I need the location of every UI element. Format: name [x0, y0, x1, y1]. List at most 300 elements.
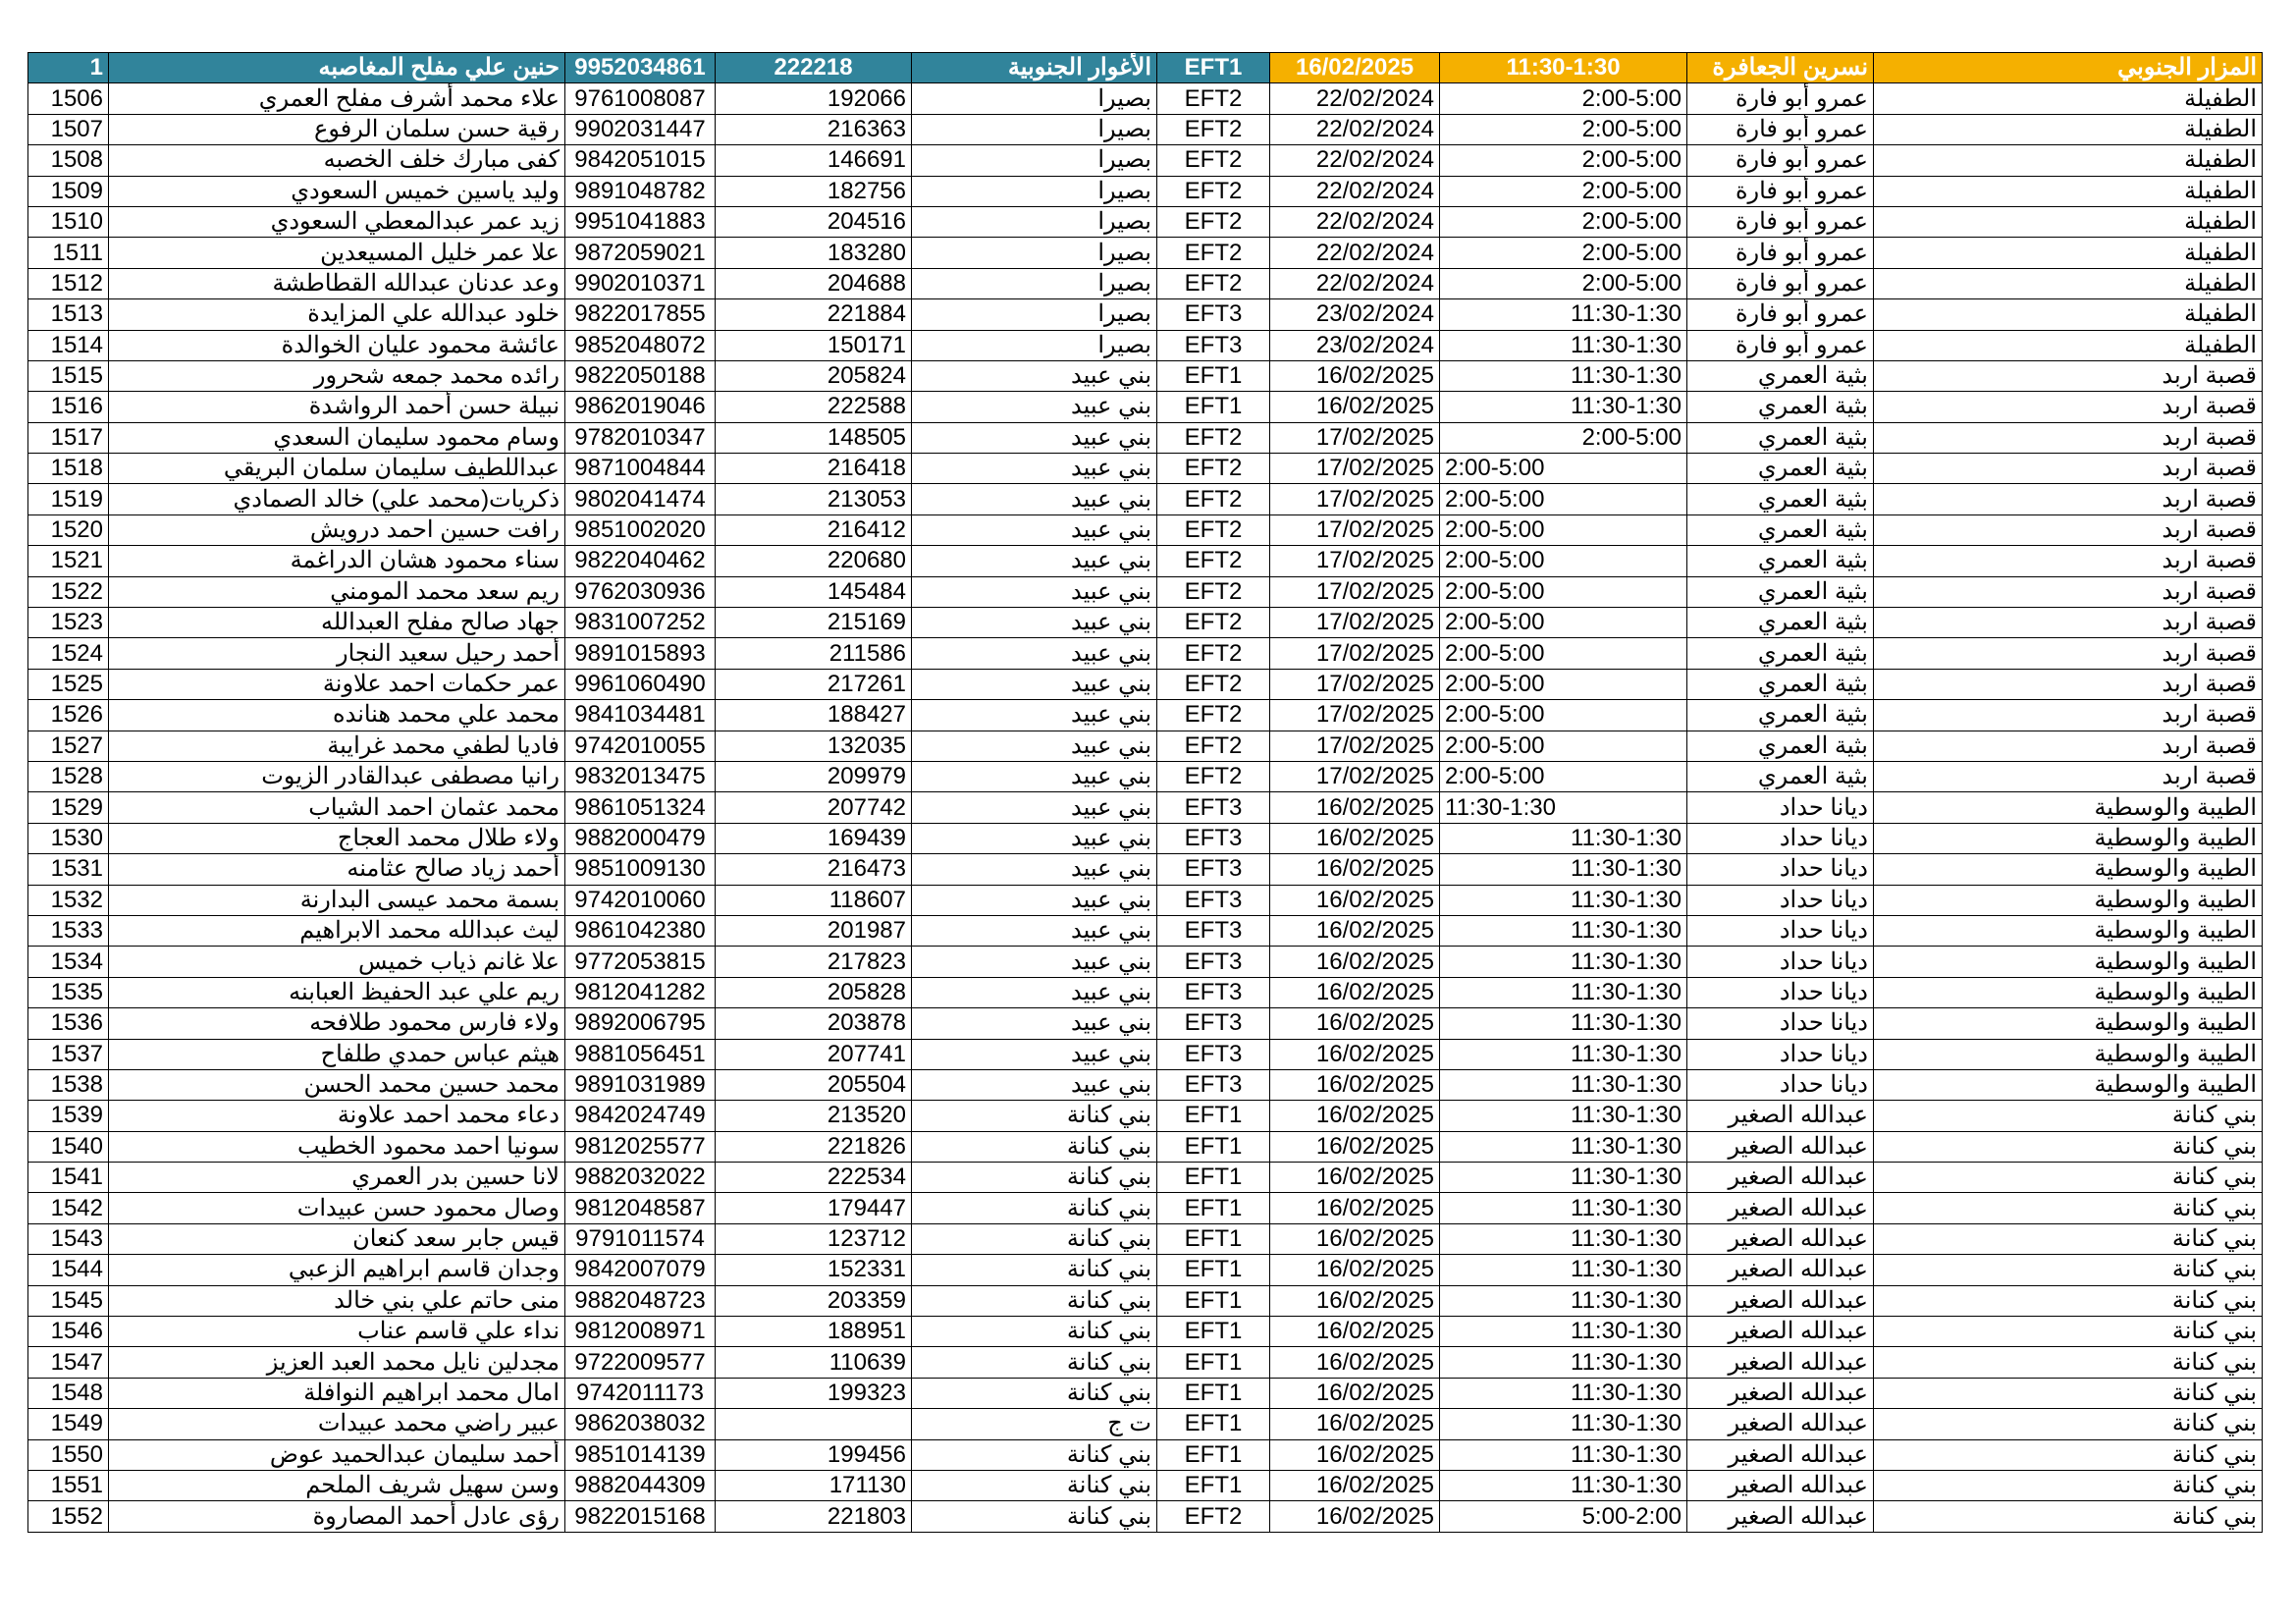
cell-time: 2:00-5:00 [1440, 268, 1687, 298]
cell-number: 123712 [716, 1223, 912, 1254]
cell-district: بني كنانة [912, 1285, 1157, 1316]
cell-national-id: 9891015893 [565, 638, 716, 669]
cell-exam: EFT2 [1157, 238, 1270, 268]
cell-name: عائشة محمود عليان الخوالدة [109, 330, 565, 360]
cell-seq: 1549 [28, 1409, 109, 1439]
cell-number: 204688 [716, 268, 912, 298]
table-row [28, 885, 2263, 915]
table-row [28, 669, 2263, 699]
cell-directorate: الطفيلة [1874, 238, 2263, 268]
cell-seq: 1546 [28, 1317, 109, 1347]
cell-name: فاديا لطفي محمد غرايبة [109, 731, 565, 761]
cell-number: 216473 [716, 854, 912, 885]
cell-national-id: 9882032022 [565, 1163, 716, 1193]
cell-district: بني كنانة [912, 1347, 1157, 1378]
cell-exam: EFT3 [1157, 854, 1270, 885]
table-row [28, 977, 2263, 1007]
table-row [28, 422, 2263, 453]
cell-exam: EFT1 [1157, 1378, 1270, 1408]
cell-date: 16/02/2025 [1270, 977, 1440, 1007]
table-row [28, 268, 2263, 298]
cell-number: 203359 [716, 1285, 912, 1316]
cell-national-id: 9812008971 [565, 1317, 716, 1347]
cell-directorate: الطفيلة [1874, 268, 2263, 298]
cell-district: بني عبيد [912, 669, 1157, 699]
cell-supervisor: ديانا حداد [1687, 947, 1874, 977]
cell-directorate: الطيبة والوسطية [1874, 1039, 2263, 1069]
cell-national-id: 9812041282 [565, 977, 716, 1007]
cell-supervisor: ديانا حداد [1687, 915, 1874, 946]
cell-supervisor: عبدالله الصغير [1687, 1223, 1874, 1254]
cell-national-id: 9881056451 [565, 1039, 716, 1069]
cell-district: بني كنانة [912, 1470, 1157, 1500]
cell-number: 216418 [716, 454, 912, 484]
header-supervisor: نسرين الجعافرة [1687, 53, 1874, 83]
cell-supervisor: عمرو أبو فارة [1687, 145, 1874, 176]
cell-district: بصيرا [912, 114, 1157, 144]
cell-exam: EFT3 [1157, 885, 1270, 915]
cell-name: عبداللطيف سليمان سلمان البريقي [109, 454, 565, 484]
cell-supervisor: بثية العمري [1687, 731, 1874, 761]
cell-seq: 1527 [28, 731, 109, 761]
cell-time: 11:30-1:30 [1440, 1193, 1687, 1223]
cell-national-id: 9882044309 [565, 1470, 716, 1500]
cell-national-id: 9742010060 [565, 885, 716, 915]
table-row [28, 145, 2263, 176]
cell-name: رؤى عادل أحمد المصاروة [109, 1501, 565, 1532]
cell-supervisor: عمرو أبو فارة [1687, 114, 1874, 144]
cell-date: 16/02/2025 [1270, 1470, 1440, 1500]
cell-directorate: الطفيلة [1874, 83, 2263, 114]
cell-number: 205824 [716, 360, 912, 391]
cell-supervisor: عمرو أبو فارة [1687, 238, 1874, 268]
cell-directorate: بني كنانة [1874, 1285, 2263, 1316]
cell-number: 188951 [716, 1317, 912, 1347]
cell-supervisor: عبدالله الصغير [1687, 1378, 1874, 1408]
cell-exam: EFT3 [1157, 1039, 1270, 1069]
header-district: الأغوار الجنوبية [912, 53, 1157, 83]
cell-exam: EFT2 [1157, 83, 1270, 114]
cell-district: بني عبيد [912, 454, 1157, 484]
cell-exam: EFT1 [1157, 1101, 1270, 1131]
cell-directorate: بني كنانة [1874, 1317, 2263, 1347]
cell-date: 22/02/2024 [1270, 83, 1440, 114]
cell-exam: EFT1 [1157, 1131, 1270, 1162]
cell-time: 11:30-1:30 [1440, 1378, 1687, 1408]
cell-national-id: 9761008087 [565, 83, 716, 114]
cell-date: 22/02/2024 [1270, 206, 1440, 237]
cell-date: 17/02/2025 [1270, 454, 1440, 484]
cell-date: 23/02/2024 [1270, 299, 1440, 330]
cell-number: 152331 [716, 1255, 912, 1285]
cell-national-id: 9842024749 [565, 1101, 716, 1131]
cell-date: 17/02/2025 [1270, 700, 1440, 731]
cell-seq: 1540 [28, 1131, 109, 1162]
cell-directorate: الطيبة والوسطية [1874, 854, 2263, 885]
cell-time: 11:30-1:30 [1440, 1223, 1687, 1254]
cell-national-id: 9822017855 [565, 299, 716, 330]
cell-time: 11:30-1:30 [1440, 1347, 1687, 1378]
cell-number: 199456 [716, 1439, 912, 1470]
cell-national-id: 9891048782 [565, 176, 716, 206]
table-row [28, 1378, 2263, 1408]
cell-date: 16/02/2025 [1270, 947, 1440, 977]
cell-seq: 1548 [28, 1378, 109, 1408]
cell-supervisor: بثية العمري [1687, 638, 1874, 669]
cell-number: 169439 [716, 823, 912, 853]
header-number: 222218 [716, 53, 912, 83]
cell-seq: 1551 [28, 1470, 109, 1500]
cell-date: 17/02/2025 [1270, 422, 1440, 453]
cell-national-id: 9891031989 [565, 1069, 716, 1100]
cell-exam: EFT1 [1157, 1223, 1270, 1254]
cell-time: 11:30-1:30 [1440, 1409, 1687, 1439]
cell-date: 16/02/2025 [1270, 1439, 1440, 1470]
cell-number: 221884 [716, 299, 912, 330]
cell-exam: EFT2 [1157, 268, 1270, 298]
cell-exam: EFT3 [1157, 1069, 1270, 1100]
cell-number: 222588 [716, 392, 912, 422]
cell-supervisor: بثية العمري [1687, 700, 1874, 731]
table-row [28, 1285, 2263, 1316]
cell-seq: 1534 [28, 947, 109, 977]
cell-exam: EFT1 [1157, 1255, 1270, 1285]
cell-name: محمد عثمان احمد الشياب [109, 792, 565, 823]
table-row [28, 360, 2263, 391]
cell-seq: 1531 [28, 854, 109, 885]
cell-date: 17/02/2025 [1270, 514, 1440, 545]
cell-time: 11:30-1:30 [1440, 360, 1687, 391]
cell-name: رافت حسين احمد درويش [109, 514, 565, 545]
cell-date: 22/02/2024 [1270, 176, 1440, 206]
cell-seq: 1528 [28, 761, 109, 791]
cell-time: 2:00-5:00 [1440, 761, 1687, 791]
cell-name: علا عمر خليل المسيعدين [109, 238, 565, 268]
cell-directorate: بني كنانة [1874, 1163, 2263, 1193]
cell-supervisor: عبدالله الصغير [1687, 1131, 1874, 1162]
cell-district: بني عبيد [912, 360, 1157, 391]
cell-seq: 1530 [28, 823, 109, 853]
cell-national-id: 9842051015 [565, 145, 716, 176]
cell-district: بني عبيد [912, 915, 1157, 946]
cell-time: 11:30-1:30 [1440, 1439, 1687, 1470]
cell-district: بني عبيد [912, 761, 1157, 791]
cell-district: بني كنانة [912, 1101, 1157, 1131]
cell-number: 201987 [716, 915, 912, 946]
cell-directorate: قصبة اربد [1874, 514, 2263, 545]
cell-exam: EFT2 [1157, 608, 1270, 638]
cell-district: بني عبيد [912, 1008, 1157, 1039]
cell-name: عمر حكمات احمد علاونة [109, 669, 565, 699]
cell-date: 17/02/2025 [1270, 731, 1440, 761]
cell-seq: 1509 [28, 176, 109, 206]
cell-date: 17/02/2025 [1270, 638, 1440, 669]
cell-number: 205828 [716, 977, 912, 1007]
cell-directorate: قصبة اربد [1874, 392, 2263, 422]
cell-supervisor: عبدالله الصغير [1687, 1285, 1874, 1316]
cell-seq: 1544 [28, 1255, 109, 1285]
cell-number: 192066 [716, 83, 912, 114]
cell-exam: EFT2 [1157, 638, 1270, 669]
cell-time: 2:00-5:00 [1440, 484, 1687, 514]
cell-seq: 1518 [28, 454, 109, 484]
cell-supervisor: عبدالله الصغير [1687, 1409, 1874, 1439]
cell-exam: EFT1 [1157, 1317, 1270, 1347]
cell-supervisor: بثية العمري [1687, 576, 1874, 607]
cell-date: 16/02/2025 [1270, 1008, 1440, 1039]
cell-seq: 1514 [28, 330, 109, 360]
table-row [28, 1223, 2263, 1254]
cell-supervisor: بثية العمري [1687, 514, 1874, 545]
cell-supervisor: عمرو أبو فارة [1687, 299, 1874, 330]
cell-supervisor: عمرو أبو فارة [1687, 176, 1874, 206]
table-row [28, 546, 2263, 576]
cell-directorate: الطفيلة [1874, 176, 2263, 206]
cell-national-id: 9742011173 [565, 1378, 716, 1408]
cell-date: 23/02/2024 [1270, 330, 1440, 360]
cell-supervisor: ديانا حداد [1687, 823, 1874, 853]
cell-exam: EFT2 [1157, 145, 1270, 176]
cell-number: 213520 [716, 1101, 912, 1131]
cell-date: 22/02/2024 [1270, 268, 1440, 298]
table-row [28, 1039, 2263, 1069]
table-row [28, 792, 2263, 823]
cell-name: امال محمد ابراهيم النوافلة [109, 1378, 565, 1408]
table-row [28, 761, 2263, 791]
cell-directorate: الطيبة والوسطية [1874, 915, 2263, 946]
cell-number: 217261 [716, 669, 912, 699]
cell-national-id: 9862019046 [565, 392, 716, 422]
cell-district: بصيرا [912, 83, 1157, 114]
cell-national-id: 9872059021 [565, 238, 716, 268]
table-row [28, 299, 2263, 330]
cell-time: 11:30-1:30 [1440, 1131, 1687, 1162]
header-directorate: المزار الجنوبي [1874, 53, 2263, 83]
cell-exam: EFT1 [1157, 392, 1270, 422]
cell-supervisor: عمرو أبو فارة [1687, 268, 1874, 298]
cell-time: 2:00-5:00 [1440, 114, 1687, 144]
cell-seq: 1521 [28, 546, 109, 576]
cell-national-id: 9831007252 [565, 608, 716, 638]
cell-directorate: قصبة اربد [1874, 731, 2263, 761]
cell-district: بني عبيد [912, 977, 1157, 1007]
cell-district: بني عبيد [912, 854, 1157, 885]
cell-number: 182756 [716, 176, 912, 206]
table-row [28, 1439, 2263, 1470]
cell-name: ريم سعد محمد المومني [109, 576, 565, 607]
cell-time: 11:30-1:30 [1440, 885, 1687, 915]
cell-exam: EFT3 [1157, 330, 1270, 360]
cell-exam: EFT3 [1157, 1008, 1270, 1039]
cell-time: 11:30-1:30 [1440, 947, 1687, 977]
cell-seq: 1536 [28, 1008, 109, 1039]
cell-national-id: 9841034481 [565, 700, 716, 731]
cell-number: 179447 [716, 1193, 912, 1223]
cell-date: 16/02/2025 [1270, 823, 1440, 853]
cell-national-id: 9961060490 [565, 669, 716, 699]
cell-number: 221826 [716, 1131, 912, 1162]
cell-name: نبيلة حسن أحمد الرواشدة [109, 392, 565, 422]
cell-time: 11:30-1:30 [1440, 299, 1687, 330]
cell-district: بصيرا [912, 176, 1157, 206]
cell-time: 2:00-5:00 [1440, 238, 1687, 268]
table-row [28, 206, 2263, 237]
table-row [28, 1163, 2263, 1193]
cell-name: نداء علي قاسم عناب [109, 1317, 565, 1347]
cell-national-id: 9882048723 [565, 1285, 716, 1316]
cell-directorate: قصبة اربد [1874, 638, 2263, 669]
cell-national-id: 9902010371 [565, 268, 716, 298]
cell-exam: EFT2 [1157, 422, 1270, 453]
cell-seq: 1525 [28, 669, 109, 699]
cell-directorate: بني كنانة [1874, 1378, 2263, 1408]
cell-time: 2:00-5:00 [1440, 546, 1687, 576]
header-date: 16/02/2025 [1270, 53, 1440, 83]
cell-time: 11:30-1:30 [1440, 1069, 1687, 1100]
cell-number: 110639 [716, 1347, 912, 1378]
cell-number: 207742 [716, 792, 912, 823]
cell-number: 150171 [716, 330, 912, 360]
cell-district: بصيرا [912, 299, 1157, 330]
cell-name: رانيا مصطفى عبدالقادر الزيوت [109, 761, 565, 791]
cell-district: بني عبيد [912, 1069, 1157, 1100]
cell-supervisor: ديانا حداد [1687, 1069, 1874, 1100]
cell-name: سناء محمود هشان الدراغمة [109, 546, 565, 576]
table-row [28, 1409, 2263, 1439]
cell-directorate: الطيبة والوسطية [1874, 947, 2263, 977]
table-row [28, 1255, 2263, 1285]
cell-time: 2:00-5:00 [1440, 454, 1687, 484]
cell-directorate: بني كنانة [1874, 1131, 2263, 1162]
cell-name: وسن سهيل شريف الملحم [109, 1470, 565, 1500]
cell-seq: 1520 [28, 514, 109, 545]
cell-date: 16/02/2025 [1270, 1163, 1440, 1193]
cell-time: 11:30-1:30 [1440, 1317, 1687, 1347]
cell-date: 22/02/2024 [1270, 114, 1440, 144]
cell-district: بني عبيد [912, 546, 1157, 576]
cell-time: 11:30-1:30 [1440, 854, 1687, 885]
cell-number: 171130 [716, 1470, 912, 1500]
cell-exam: EFT1 [1157, 360, 1270, 391]
cell-district: بني عبيد [912, 947, 1157, 977]
cell-district: ت ج [912, 1409, 1157, 1439]
cell-name: جهاد صالح مفلح العبدالله [109, 608, 565, 638]
cell-directorate: بني كنانة [1874, 1255, 2263, 1285]
cell-date: 16/02/2025 [1270, 1501, 1440, 1532]
cell-directorate: الطيبة والوسطية [1874, 792, 2263, 823]
cell-supervisor: ديانا حداد [1687, 854, 1874, 885]
cell-name: زيد عمر عبدالمعطي السعودي [109, 206, 565, 237]
cell-date: 16/02/2025 [1270, 1255, 1440, 1285]
table-row [28, 700, 2263, 731]
cell-number: 216363 [716, 114, 912, 144]
cell-exam: EFT2 [1157, 454, 1270, 484]
cell-exam: EFT1 [1157, 1193, 1270, 1223]
cell-time: 2:00-5:00 [1440, 145, 1687, 176]
cell-number: 222534 [716, 1163, 912, 1193]
table-row [28, 576, 2263, 607]
cell-time: 11:30-1:30 [1440, 915, 1687, 946]
cell-district: بني عبيد [912, 422, 1157, 453]
cell-date: 16/02/2025 [1270, 1347, 1440, 1378]
cell-national-id: 9822050188 [565, 360, 716, 391]
cell-exam: EFT1 [1157, 1163, 1270, 1193]
cell-seq: 1552 [28, 1501, 109, 1532]
cell-name: محمد حسين محمد الحسن [109, 1069, 565, 1100]
cell-exam: EFT2 [1157, 514, 1270, 545]
cell-directorate: الطيبة والوسطية [1874, 1008, 2263, 1039]
cell-supervisor: عبدالله الصغير [1687, 1347, 1874, 1378]
cell-national-id: 9882000479 [565, 823, 716, 853]
cell-number: 204516 [716, 206, 912, 237]
cell-national-id: 9892006795 [565, 1008, 716, 1039]
cell-directorate: الطيبة والوسطية [1874, 1069, 2263, 1100]
table-row [28, 947, 2263, 977]
cell-directorate: قصبة اربد [1874, 576, 2263, 607]
cell-date: 16/02/2025 [1270, 360, 1440, 391]
cell-exam: EFT3 [1157, 792, 1270, 823]
cell-directorate: الطفيلة [1874, 330, 2263, 360]
cell-name: أحمد سليمان عبدالحميد عوض [109, 1439, 565, 1470]
table-row [28, 454, 2263, 484]
cell-exam: EFT3 [1157, 299, 1270, 330]
cell-supervisor: عبدالله الصغير [1687, 1193, 1874, 1223]
cell-number: 199323 [716, 1378, 912, 1408]
cell-date: 16/02/2025 [1270, 854, 1440, 885]
table-row [28, 1193, 2263, 1223]
cell-supervisor: بثية العمري [1687, 422, 1874, 453]
cell-exam: EFT2 [1157, 576, 1270, 607]
cell-supervisor: ديانا حداد [1687, 1039, 1874, 1069]
cell-district: بني عبيد [912, 514, 1157, 545]
cell-date: 16/02/2025 [1270, 1069, 1440, 1100]
cell-supervisor: ديانا حداد [1687, 792, 1874, 823]
cell-district: بني عبيد [912, 700, 1157, 731]
cell-supervisor: عمرو أبو فارة [1687, 83, 1874, 114]
cell-date: 16/02/2025 [1270, 915, 1440, 946]
cell-supervisor: ديانا حداد [1687, 885, 1874, 915]
cell-directorate: الطيبة والوسطية [1874, 885, 2263, 915]
cell-exam: EFT1 [1157, 1347, 1270, 1378]
cell-number: 213053 [716, 484, 912, 514]
cell-supervisor: عمرو أبو فارة [1687, 206, 1874, 237]
cell-exam: EFT2 [1157, 114, 1270, 144]
cell-directorate: قصبة اربد [1874, 608, 2263, 638]
cell-district: بني كنانة [912, 1193, 1157, 1223]
cell-directorate: قصبة اربد [1874, 360, 2263, 391]
table-row [28, 1470, 2263, 1500]
cell-district: بني كنانة [912, 1378, 1157, 1408]
cell-seq: 1519 [28, 484, 109, 514]
cell-district: بني عبيد [912, 608, 1157, 638]
cell-number: 215169 [716, 608, 912, 638]
cell-time: 2:00-5:00 [1440, 700, 1687, 731]
cell-name: ليث عبدالله محمد الابراهيم [109, 915, 565, 946]
cell-seq: 1550 [28, 1439, 109, 1470]
cell-supervisor: بثية العمري [1687, 546, 1874, 576]
cell-exam: EFT1 [1157, 1285, 1270, 1316]
cell-date: 16/02/2025 [1270, 1039, 1440, 1069]
cell-name: دعاء محمد احمد علاونة [109, 1101, 565, 1131]
cell-date: 16/02/2025 [1270, 1223, 1440, 1254]
cell-district: بني عبيد [912, 484, 1157, 514]
cell-national-id: 9871004844 [565, 454, 716, 484]
cell-seq: 1523 [28, 608, 109, 638]
cell-number: 205504 [716, 1069, 912, 1100]
cell-exam: EFT2 [1157, 206, 1270, 237]
roster-table [27, 52, 2263, 1533]
cell-directorate: قصبة اربد [1874, 454, 2263, 484]
